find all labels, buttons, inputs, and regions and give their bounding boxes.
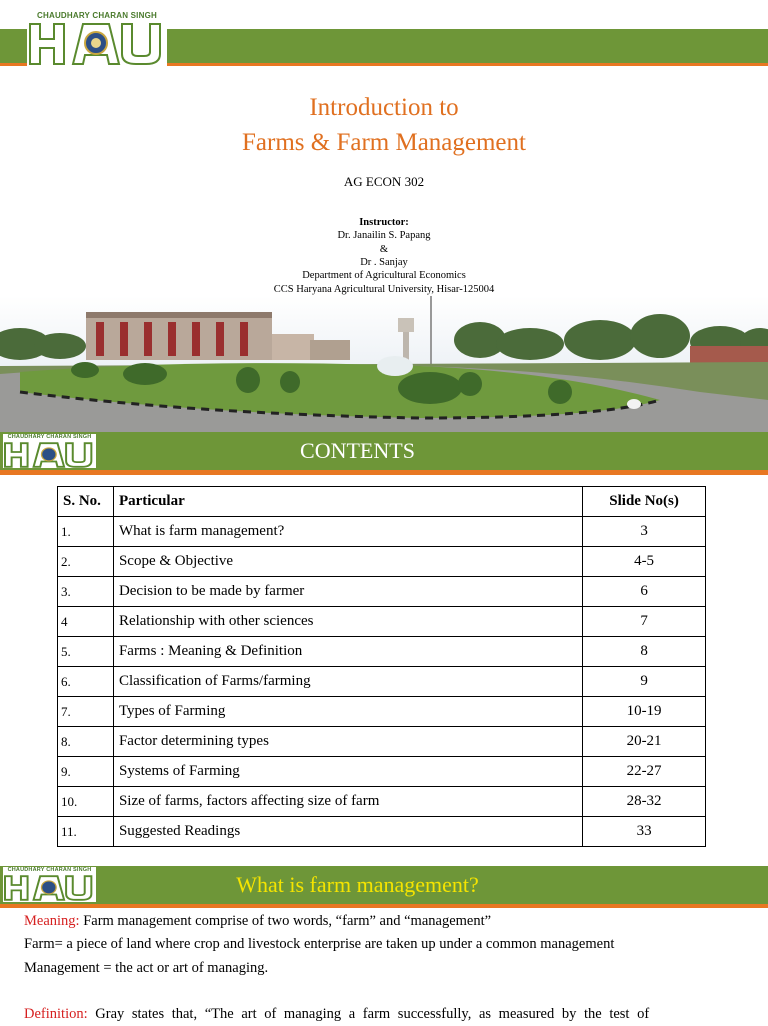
- row-sno: 10.: [58, 787, 114, 817]
- course-code: AG ECON 302: [343, 174, 425, 189]
- table-row: [58, 517, 706, 547]
- header-slides: Slide No(s): [583, 487, 706, 517]
- hau-logo-icon: [27, 22, 167, 66]
- row-slides: 9: [583, 667, 706, 697]
- header-particular: Particular: [113, 487, 582, 517]
- table-row: [58, 667, 706, 697]
- definition-paragraph: [24, 1003, 740, 1026]
- table-row: [58, 577, 706, 607]
- table-row: [58, 697, 706, 727]
- row-slides: 28-32: [583, 787, 706, 817]
- table-row: [58, 817, 706, 847]
- table-row: [58, 757, 706, 787]
- row-particular: Farms : Meaning & Definition: [113, 637, 582, 667]
- row-sno: 5.: [58, 637, 114, 667]
- table-row: [58, 607, 706, 637]
- row-slides: 6: [583, 577, 706, 607]
- row-sno: 2.: [58, 547, 114, 577]
- row-particular: Suggested Readings: [113, 817, 582, 847]
- row-sno: 9.: [58, 757, 114, 787]
- section-accent-line: [0, 904, 768, 908]
- header-sno: S. No.: [58, 487, 114, 517]
- definition-text: Gray states that, “The art of managing a farm successfully, as measured by the test of: [87, 1006, 650, 1022]
- row-slides: 10-19: [583, 697, 706, 727]
- row-sno: 11.: [58, 817, 114, 847]
- row-sno: 3.: [58, 577, 114, 607]
- row-particular: Classification of Farms/farming: [113, 667, 582, 697]
- logo-university-text: CHAUDHARY CHARAN SINGH: [7, 867, 92, 873]
- meaning-paragraph: [24, 910, 740, 933]
- row-slides: 3: [583, 517, 706, 547]
- row-particular: What is farm management?: [113, 517, 582, 547]
- row-particular: Scope & Objective: [113, 547, 582, 577]
- table-header-row: [58, 487, 706, 517]
- row-slides: 20-21: [583, 727, 706, 757]
- instructor-name-1: Dr. Janailin S. Papang: [337, 230, 431, 241]
- row-sno: 7.: [58, 697, 114, 727]
- campus-photo: [0, 296, 768, 432]
- row-sno: 6.: [58, 667, 114, 697]
- section-title: What is farm management?: [236, 872, 479, 897]
- management-definition: Management = the act or art of managing.: [24, 960, 269, 976]
- instructor-ampersand: &: [379, 244, 389, 255]
- table-row: [58, 547, 706, 577]
- row-particular: Types of Farming: [113, 697, 582, 727]
- farm-definition: Farm= a piece of land where crop and livestock enterprise are taken up under a common management: [24, 936, 615, 952]
- contents-accent-line: [0, 470, 768, 475]
- row-particular: Decision to be made by farmer: [113, 577, 582, 607]
- department-name: Department of Agricultural Economics: [302, 270, 466, 281]
- logo-university-text: CHAUDHARY CHARAN SINGH: [7, 434, 92, 440]
- table-row: [58, 637, 706, 667]
- row-sno: 8.: [58, 727, 114, 757]
- table-row: [58, 727, 706, 757]
- logo-university-text: CHAUDHARY CHARAN SINGH: [37, 11, 157, 20]
- hau-logo: [27, 10, 167, 66]
- contents-table: [57, 486, 706, 847]
- row-slides: 22-27: [583, 757, 706, 787]
- meaning-label: Meaning:: [24, 913, 80, 929]
- slide-title-line1: Introduction to: [309, 94, 459, 121]
- university-name: CCS Haryana Agricultural University, Hisar-125004: [273, 284, 495, 295]
- row-sno: 4: [58, 607, 114, 637]
- meaning-text: Farm management comprise of two words, “farm” and “management”: [79, 913, 492, 929]
- row-slides: 33: [583, 817, 706, 847]
- row-particular: Systems of Farming: [113, 757, 582, 787]
- row-particular: Factor determining types: [113, 727, 582, 757]
- row-particular: Relationship with other sciences: [113, 607, 582, 637]
- slide-title-line2: Farms & Farm Management: [242, 129, 526, 156]
- row-particular: Size of farms, factors affecting size of farm: [113, 787, 582, 817]
- definition-label: Definition:: [24, 1006, 88, 1022]
- row-slides: 8: [583, 637, 706, 667]
- row-slides: 7: [583, 607, 706, 637]
- table-row: [58, 787, 706, 817]
- instructor-name-2: Dr . Sanjay: [360, 257, 408, 268]
- row-slides: 4-5: [583, 547, 706, 577]
- contents-title: CONTENTS: [300, 438, 415, 463]
- instructor-label: Instructor:: [359, 217, 409, 228]
- row-sno: 1.: [58, 517, 114, 547]
